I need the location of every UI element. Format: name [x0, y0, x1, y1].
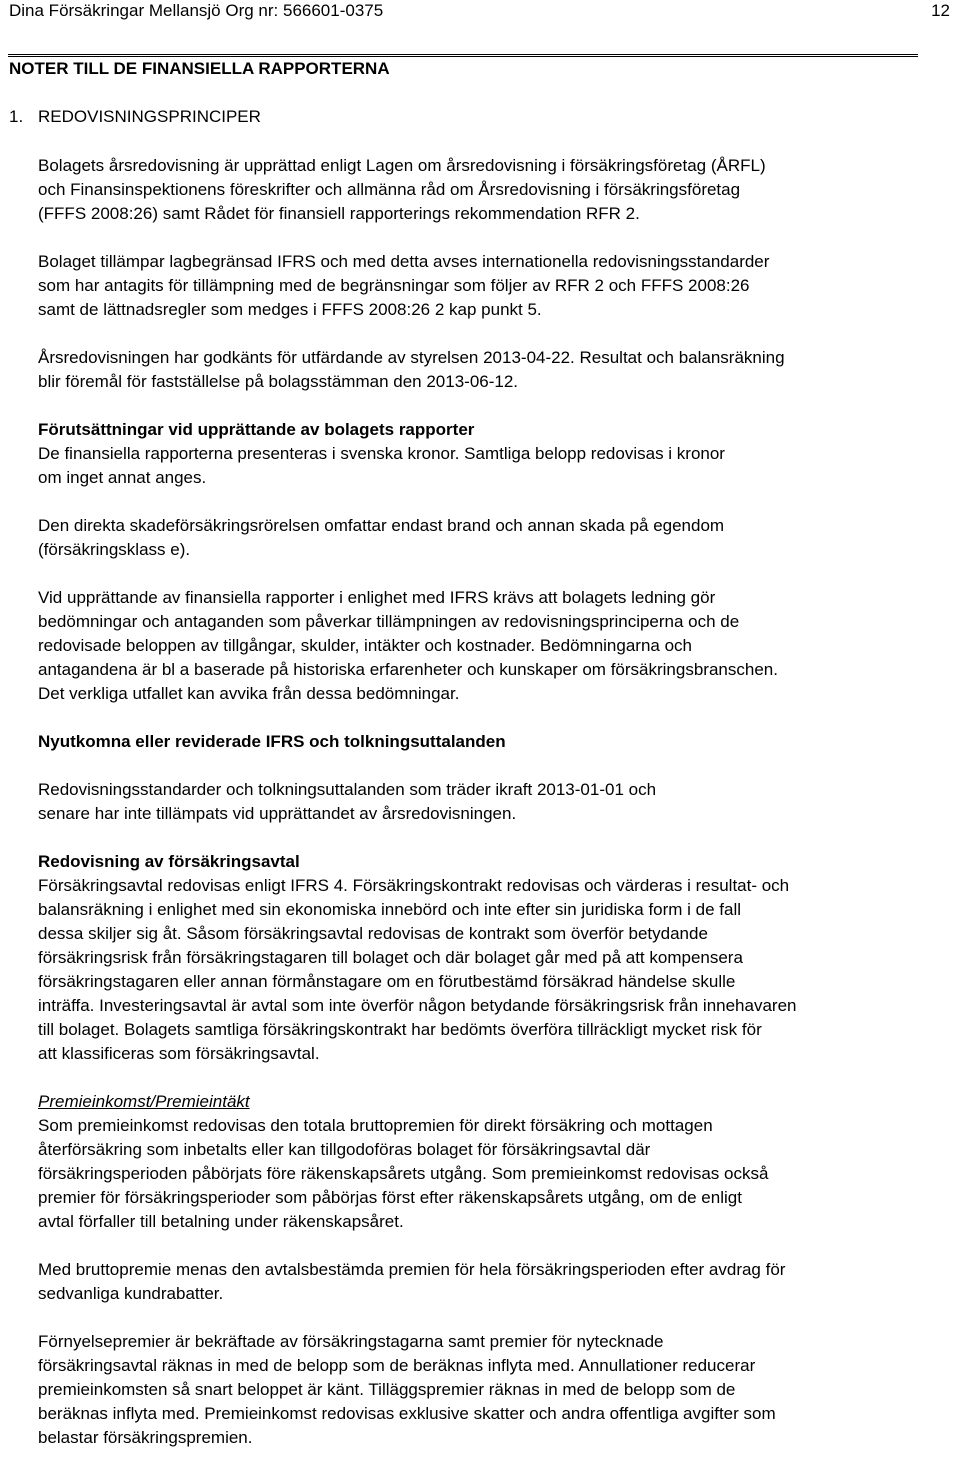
company-header: Dina Försäkringar Mellansjö Org nr: 566601-0375	[9, 1, 384, 20]
heading-premium: Premieinkomst/Premieintäkt	[38, 1092, 250, 1111]
heading-new-ifrs: Nyutkomna eller reviderade IFRS och tolkningsuttalanden	[38, 732, 506, 751]
paragraph-insurance-contracts: Försäkringsavtal redovisas enligt IFRS 4. Försäkringskontrakt redovisas och värderas i resultat- och balansräkning i enlighet med sin ekonomiska innebörd och inte efter sin juridiska form i de fall dessa skiljer sig åt. Såsom försäkringsavtal redovisas de kontrakt som överför betydande försäkringsrisk från försäkringstagaren till bolaget och där bolaget går med på att kompensera försäkringstagaren eller annan förmånstagare om en förutbestämd försäkrad händelse skulle inträffa. Investeringsavtal är avtal som inte överför någon betydande försäkringsrisk från innehavaren till bolaget. Bolagets samtliga försäkringskontrakt har bedömts överföra tillräckligt mycket risk för att klassificeras som försäkringsavtal.	[38, 876, 797, 1063]
paragraph-renewal-premium: Förnyelsepremier är bekräftade av försäkringstagarna samt premier för nytecknade försäkringsavtal räknas in med de belopp som de beräknas inflyta med. Annullationer reducerar premieinkomsten så snart beloppet är känt. Tilläggspremier räknas in med de belopp som de beräknas inflyta med. Premieinkomst redovisas exklusive skatter och andra offentliga avgifter som belastar försäkringspremien.	[38, 1332, 776, 1447]
heading-prerequisites: Förutsättningar vid upprättande av bolagets rapporter	[38, 420, 475, 439]
section-premium	[38, 1090, 918, 1234]
heading-insurance-contracts: Redovisning av försäkringsavtal	[38, 852, 300, 871]
paragraph-ifrs: Bolaget tillämpar lagbegränsad IFRS och med detta avses internationella redovisningsstandarder som har antagits för tillämpning med de begränsningar som följer av RFR 2 och FFFS 2008:26 samt de lättnadsregler som medges i FFFS 2008:26 2 kap punkt 5.	[38, 252, 770, 319]
paragraph-gross-premium: Med bruttopremie menas den avtalsbestämda premien för hela försäkringsperioden efter avdrag för sedvanliga kundrabatter.	[38, 1260, 786, 1303]
paragraph-new-standards: Redovisningsstandarder och tolkningsuttalanden som träder ikraft 2013-01-01 och senare har inte tillämpats vid upprättandet av årsredovisningen.	[38, 780, 657, 823]
section-insurance-contracts	[38, 850, 918, 1066]
paragraph-premium-income: Som premieinkomst redovisas den totala bruttopremien för direkt försäkring och mottagen återförsäkring som inbetalts eller kan tillgodoföras bolaget för försäkringsavtal där försäkringsperioden påbörjats före räkenskapsårets utgång. Som premieinkomst redovisas också premier för försäkringsperioder som påbörjas först efter räkenskapsårets utgång, om de enligt avtal förfaller till betalning under räkenskapsåret.	[38, 1116, 769, 1231]
paragraph-estimates: Vid upprättande av finansiella rapporter i enlighet med IFRS krävs att bolagets ledning gör bedömningar och antaganden som påverkar tillämpningen av redovisningsprinciperna och de redovisade beloppen av tillgångar, skulder, intäkter och kostnader. Bedömningarna och antagandena är bl a baserade på historiska erfarenheter och kunskaper om försäkringsbranschen. Det verkliga utfallet kan avvika från dessa bedömningar.	[38, 588, 778, 703]
paragraph-currency: De finansiella rapporterna presenteras i svenska kronor. Samtliga belopp redovisas i kronor om inget annat anges.	[38, 444, 725, 487]
page-header	[0, 0, 960, 30]
paragraph-insurance-class: Den direkta skadeförsäkringsrörelsen omfattar endast brand och annan skada på egendom (försäkringsklass e).	[38, 516, 725, 559]
paragraph-reporting-basis: Bolagets årsredovisning är upprättad enligt Lagen om årsredovisning i försäkringsföretag (ÅRFL) och Finansinspektionens föreskrifter och allmänna råd om Årsredovisning i försäkringsföretag (FFFS 2008:26) samt Rådet för finansiell rapporterings rekommendation RFR 2.	[38, 156, 766, 223]
header-divider	[8, 54, 918, 57]
notes-title: NOTER TILL DE FINANSIELLA RAPPORTERNA	[9, 59, 390, 78]
section-prerequisites	[38, 418, 918, 490]
section-title: REDOVISNINGSPRINCIPER	[38, 107, 261, 126]
section-number: 1.	[9, 107, 24, 126]
paragraph-approval: Årsredovisningen har godkänts för utfärdande av styrelsen 2013-04-22. Resultat och balansräkning blir föremål för fastställelse på bolagsstämman den 2013-06-12.	[38, 348, 785, 391]
section-heading	[9, 106, 261, 128]
document-body	[38, 154, 918, 1474]
page-number: 12	[931, 1, 950, 20]
